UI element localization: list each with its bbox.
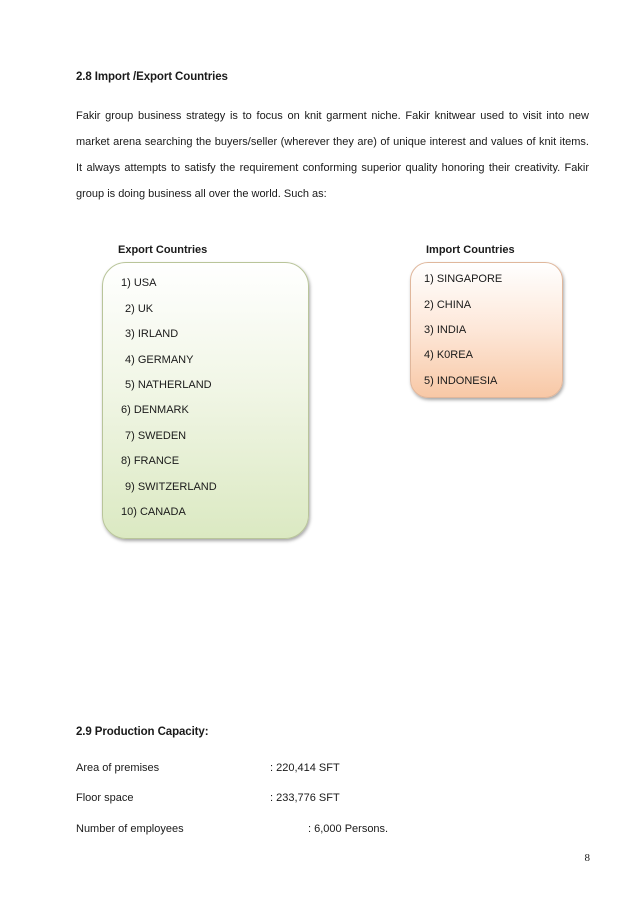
export-countries-label: Export Countries <box>118 244 208 256</box>
capacity-label: Number of employees <box>76 823 184 835</box>
import-countries-box <box>410 262 563 398</box>
import-country-item: 4) K0REA <box>424 349 473 361</box>
export-country-item: 1) USA <box>121 277 157 289</box>
import-country-item: 1) SINGAPORE <box>424 273 503 285</box>
import-country-item: 3) INDIA <box>424 324 467 336</box>
export-country-item: 10) CANADA <box>121 506 186 518</box>
capacity-value: : 220,414 SFT <box>270 762 340 774</box>
capacity-label: Area of premises <box>76 762 160 774</box>
export-country-item: 3) IRLAND <box>125 328 179 340</box>
capacity-label: Floor space <box>76 792 134 804</box>
import-country-item: 2) CHINA <box>424 299 472 311</box>
import-country-item: 5) INDONESIA <box>424 375 498 387</box>
import-countries-label: Import Countries <box>426 244 515 256</box>
capacity-value: : 6,000 Persons. <box>308 823 389 835</box>
export-countries-box <box>102 262 309 539</box>
strategy-paragraph: Fakir group business strategy is to focus on knit garment niche. Fakir knitwear used to visit into new market arena searching the buyers/seller (wherever they are) of unique interest and values of knit items. It always attempts to satisfy the requirement conforming superior quality honoring their creativity. Fakir group is doing business all over the world. Such as: <box>76 110 589 200</box>
page-number: 8 <box>584 852 590 864</box>
capacity-value: : 233,776 SFT <box>270 792 340 804</box>
export-country-item: 9) SWITZERLAND <box>125 481 217 493</box>
export-country-item: 5) NATHERLAND <box>125 379 212 391</box>
export-country-item: 4) GERMANY <box>125 354 194 366</box>
section-heading-production-capacity: 2.9 Production Capacity: <box>76 726 209 738</box>
export-country-item: 6) DENMARK <box>121 404 189 416</box>
section-heading-import-export: 2.8 Import /Export Countries <box>76 71 228 83</box>
export-country-item: 2) UK <box>125 303 154 315</box>
export-country-item: 7) SWEDEN <box>125 430 187 442</box>
export-country-item: 8) FRANCE <box>121 455 180 467</box>
